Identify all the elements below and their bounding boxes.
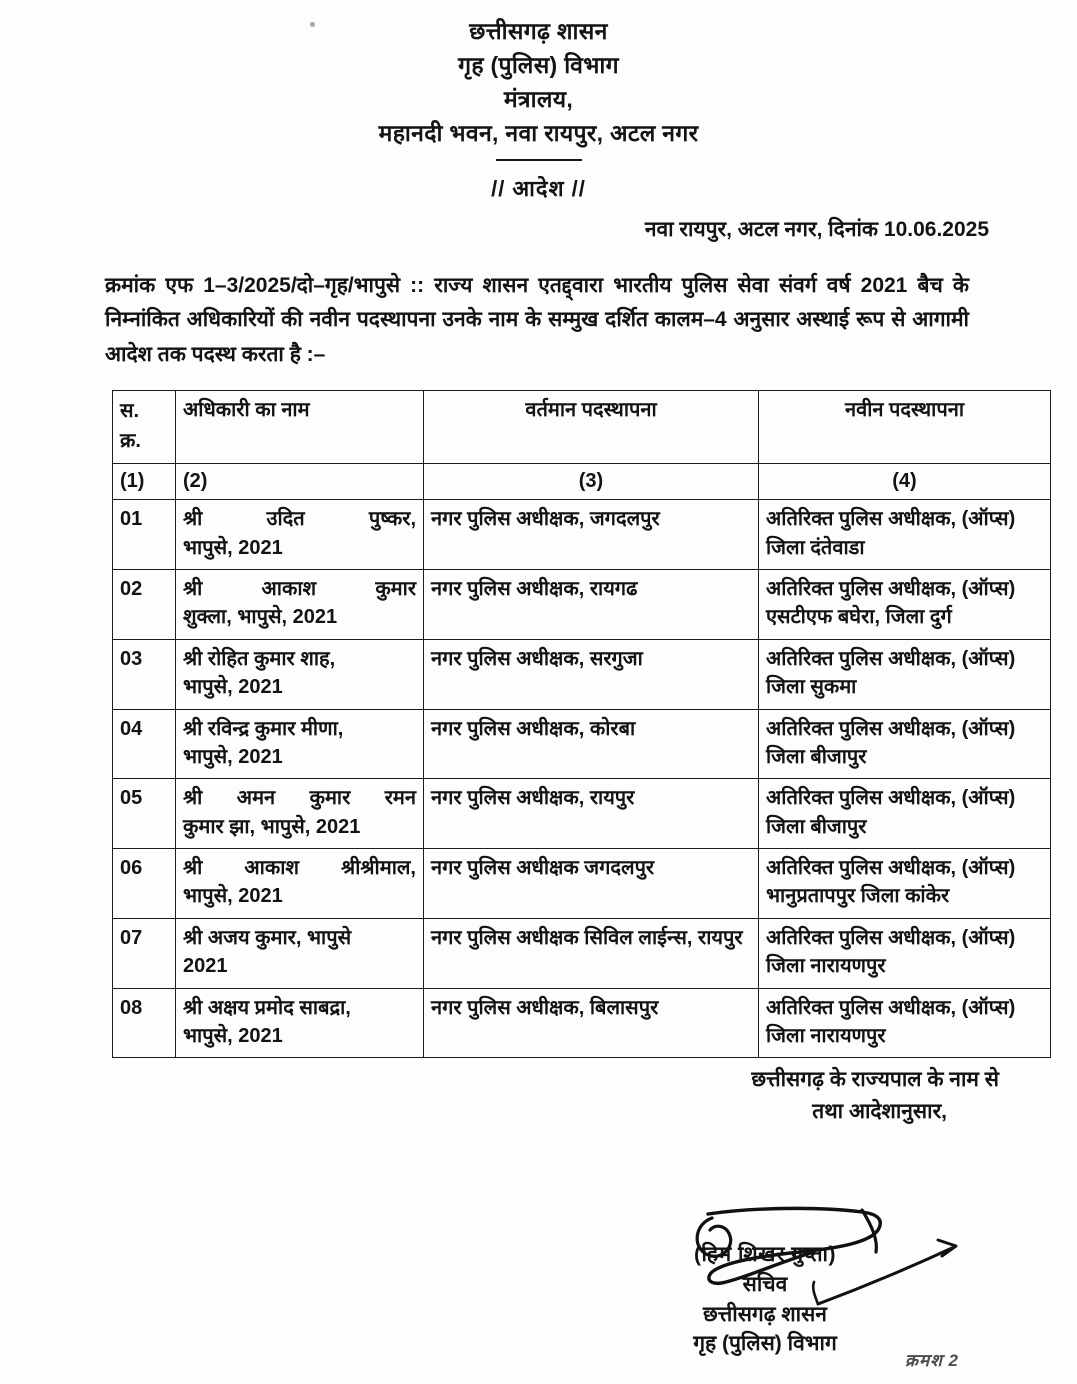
header-officer-name: अधिकारी का नाम <box>176 390 424 463</box>
cell-current-posting: नगर पुलिस अधीक्षक, सरगुजा <box>424 639 759 709</box>
officer-name-line-1: श्री आकाश कुमार <box>183 577 416 600</box>
order-paragraph <box>105 269 969 372</box>
officer-name-line-1: श्री उदित पुष्कर, <box>183 508 416 531</box>
cell-new-posting: अतिरिक्त पुलिस अधीक्षक, (ऑप्स) जिला नारायणपुर <box>759 918 1051 988</box>
signature-text <box>600 1240 930 1359</box>
signatory-government: छत्तीसगढ़ शासन <box>703 1302 827 1326</box>
cell-current-posting: नगर पुलिस अधीक्षक, कोरबा <box>424 709 759 779</box>
officer-name-line-1: श्री अक्षय प्रमोद साबद्रा, <box>183 996 351 1019</box>
colnum-new: (4) <box>759 463 1051 499</box>
order-paragraph-text: :: राज्य शासन एतद्द्वारा भारतीय पुलिस सेवा संवर्ग वर्ष 2021 बैच के निम्नांकित अधिकारियों की नवीन पदस्थापना उनके नाम के सम्मुख दर्शित कालम–4 अनुसार अस्थाई रूप से आगामी आदेश तक पदस्थ करता है :– <box>105 274 969 366</box>
officer-name-line-2: 2021 <box>183 955 228 978</box>
officer-name-line-1: श्री रविन्द्र कुमार मीणा, <box>183 717 344 740</box>
cell-serial: 04 <box>113 709 176 779</box>
colnum-serial: (1) <box>113 463 176 499</box>
cell-officer-name <box>176 918 424 988</box>
cell-current-posting: नगर पुलिस अधीक्षक सिविल लाईन्स, रायपुर <box>424 918 759 988</box>
table-body <box>113 500 1051 1058</box>
officer-name-line-2: कुमार झा, भापुसे, 2021 <box>183 815 361 838</box>
letterhead-line-4: महानदी भवन, नवा रायपुर, अटल नगर <box>378 120 699 147</box>
officer-name-line-1: श्री अजय कुमार, भापुसे <box>183 926 352 949</box>
table-row <box>113 569 1051 639</box>
order-title: // आदेश // <box>491 176 586 202</box>
scan-speck <box>310 22 315 27</box>
table-row <box>113 639 1051 709</box>
header-current-posting: वर्तमान पदस्थापना <box>424 390 759 463</box>
table-row <box>113 918 1051 988</box>
officer-name-line-1: श्री अमन कुमार रमन <box>183 787 416 810</box>
cell-current-posting: नगर पुलिस अधीक्षक, जगदलपुर <box>424 500 759 570</box>
cell-officer-name <box>176 779 424 849</box>
cell-serial: 03 <box>113 639 176 709</box>
memo-number: क्रमांक एफ 1–3/2025/दो–गृह/भापुसे <box>105 274 401 298</box>
letterhead <box>0 0 1077 161</box>
officer-name-line-1: श्री रोहित कुमार शाह, <box>183 647 336 670</box>
cell-new-posting: अतिरिक्त पुलिस अधीक्षक, (ऑप्स) जिला दंतेवाडा <box>759 500 1051 570</box>
officer-name-line-2: भापुसे, 2021 <box>183 1025 283 1048</box>
officer-name-line-2: भापुसे, 2021 <box>183 745 283 768</box>
cell-officer-name <box>176 500 424 570</box>
header-serial-line1: स. <box>120 399 140 422</box>
cell-officer-name <box>176 988 424 1058</box>
cell-serial: 01 <box>113 500 176 570</box>
signatory-name: (हिम शिखर गुप्ता) <box>694 1243 836 1266</box>
officer-name-line-1: श्री आकाश श्रीश्रीमाल, <box>183 857 416 880</box>
cell-new-posting: अतिरिक्त पुलिस अधीक्षक, (ऑप्स) जिला बीजापुर <box>759 779 1051 849</box>
closing-block <box>0 1064 1077 1127</box>
letterhead-line-1: छत्तीसगढ़ शासन <box>469 18 608 44</box>
cell-new-posting: अतिरिक्त पुलिस अधीक्षक, (ऑप्स) एसटीएफ बघेरा, जिला दुर्ग <box>759 569 1051 639</box>
header-divider <box>496 159 582 161</box>
cell-current-posting: नगर पुलिस अधीक्षक, बिलासपुर <box>424 988 759 1058</box>
table-row <box>113 709 1051 779</box>
cell-new-posting: अतिरिक्त पुलिस अधीक्षक, (ऑप्स) जिला बीजापुर <box>759 709 1051 779</box>
colnum-current: (3) <box>424 463 759 499</box>
cell-current-posting: नगर पुलिस अधीक्षक, रायगढ <box>424 569 759 639</box>
place-and-date: नवा रायपुर, अटल नगर, दिनांक 10.06.2025 <box>644 218 989 242</box>
posting-table <box>112 390 1051 1059</box>
officer-name-line-2: भापुसे, 2021 <box>183 536 283 559</box>
table-row <box>113 988 1051 1058</box>
signatory-department: गृह (पुलिस) विभाग <box>693 1332 837 1356</box>
cell-officer-name <box>176 709 424 779</box>
cell-new-posting: अतिरिक्त पुलिस अधीक्षक, (ऑप्स) भानुप्रतापपुर जिला कांकेर <box>759 849 1051 919</box>
cell-serial: 07 <box>113 918 176 988</box>
header-serial-line2: क्र. <box>120 429 141 452</box>
cell-new-posting: अतिरिक्त पुलिस अधीक्षक, (ऑप्स) जिला सुकमा <box>759 639 1051 709</box>
cell-officer-name <box>176 849 424 919</box>
table-head <box>113 390 1051 499</box>
cell-serial: 02 <box>113 569 176 639</box>
officer-name-line-2: भापुसे, 2021 <box>183 676 283 699</box>
table-header-row <box>113 390 1051 463</box>
cell-serial: 05 <box>113 779 176 849</box>
cell-new-posting: अतिरिक्त पुलिस अधीक्षक, (ऑप्स) जिला नारायणपुर <box>759 988 1051 1058</box>
officer-name-line-2: शुक्ला, भापुसे, 2021 <box>183 606 338 629</box>
table-row <box>113 849 1051 919</box>
signatory-designation: सचिव <box>742 1272 788 1296</box>
cell-current-posting: नगर पुलिस अधीक्षक जगदलपुर <box>424 849 759 919</box>
table-row <box>113 500 1051 570</box>
closing-line-2: तथा आदेशानुसार, <box>812 1099 947 1123</box>
header-serial <box>113 390 176 463</box>
continued-note: क्रमश 2 <box>905 1351 959 1370</box>
colnum-name: (2) <box>176 463 424 499</box>
table-column-number-row <box>113 463 1051 499</box>
cell-serial: 08 <box>113 988 176 1058</box>
officer-name-line-2: भापुसे, 2021 <box>183 885 283 908</box>
table-row <box>113 779 1051 849</box>
cell-current-posting: नगर पुलिस अधीक्षक, रायपुर <box>424 779 759 849</box>
cell-serial: 06 <box>113 849 176 919</box>
closing-line-1: छत्तीसगढ़ के राज्यपाल के नाम से <box>751 1068 999 1092</box>
cell-officer-name <box>176 569 424 639</box>
letterhead-line-3: मंत्रालय, <box>503 86 574 113</box>
letterhead-line-2: गृह (पुलिस) विभाग <box>458 52 619 79</box>
cell-officer-name <box>176 639 424 709</box>
header-new-posting: नवीन पदस्थापना <box>759 390 1051 463</box>
